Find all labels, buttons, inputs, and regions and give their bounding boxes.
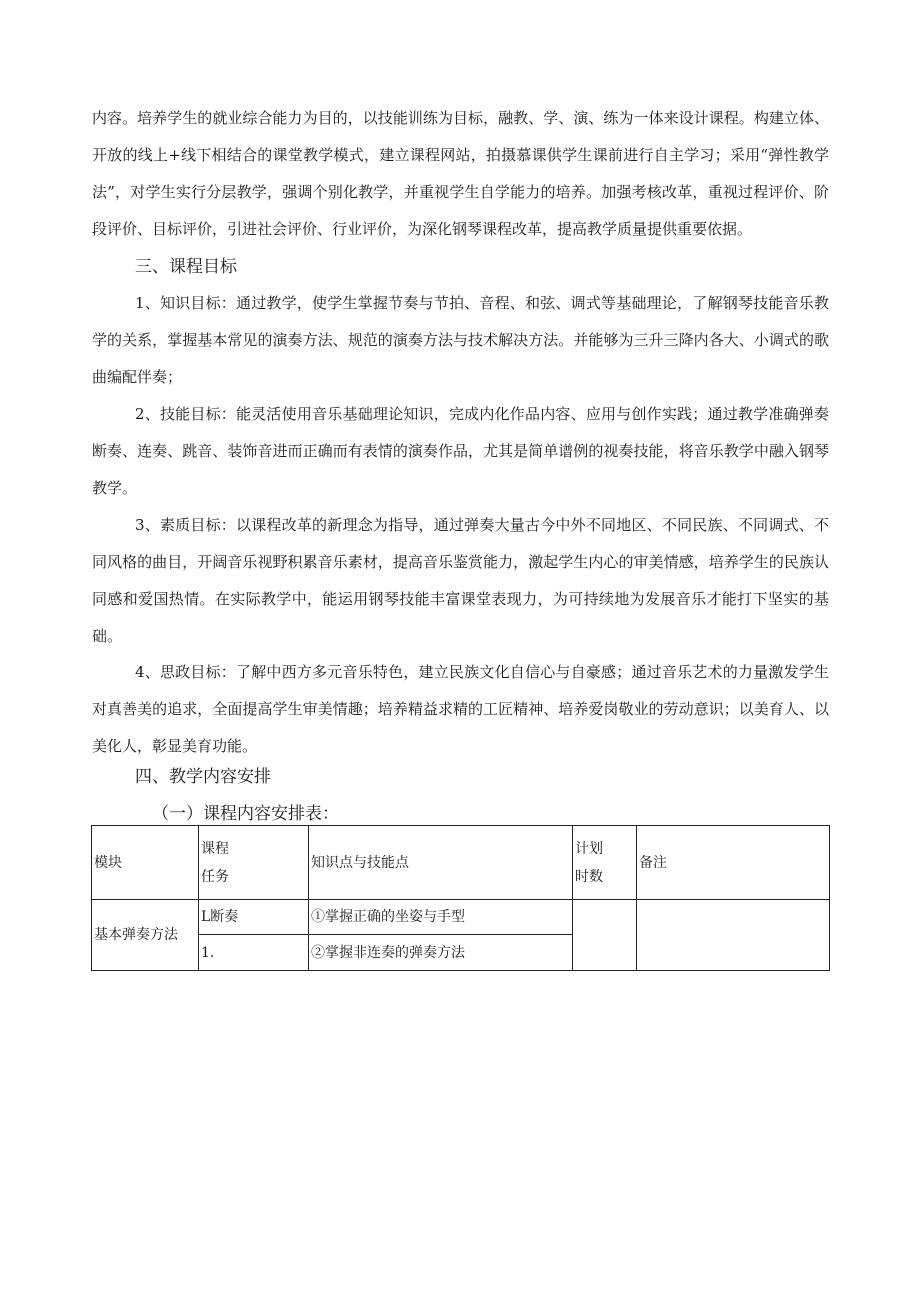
cell-task: 1. (199, 935, 309, 971)
header-hours (573, 826, 637, 900)
cell-module: 基本弹奏方法 (92, 900, 199, 971)
course-content-table (91, 825, 830, 971)
header-task (199, 826, 309, 900)
cell-point: ①掌握正确的坐姿与手型 (309, 900, 573, 935)
subsection-heading-content-table: （一）课程内容安排表： (152, 804, 339, 824)
cell-task: L断奏 (199, 900, 309, 935)
table-header-row (92, 826, 830, 900)
intro-paragraph: 内容。培养学生的就业综合能力为目的，以技能训练为目标，融教、学、演、练为一体来设计课程。构建立体、开放的线上+线下相结合的课堂教学模式，建立课程网站，拍摄慕课供学生课前进行自主学习；采用“弹性教学法”，对学生实行分层教学，强调个别化教学，并重视学生自学能力的培养。加强考核改革，重视过程评价、阶段评价、目标评价，引进社会评价、行业评价，为深化钢琴课程改革，提高教学质量提供重要依据。 (92, 109, 829, 238)
goal-ideology-paragraph: 4、思政目标：了解中西方多元音乐特色，建立民族文化自信心与自豪感；通过音乐艺术的力量激发学生对真善美的追求，全面提高学生审美情趣；培养精益求精的工匠精神、培养爱岗敬业的劳动意识；以美育人、以美化人，彰显美育功能。 (92, 663, 829, 755)
section-heading-teaching-content: 四、教学内容安排 (135, 767, 271, 787)
header-hours-line1: 计划 (575, 840, 603, 857)
header-task-line1: 课程 (201, 840, 229, 857)
goal-skill-paragraph: 2、技能目标：能灵活使用音乐基础理论知识，完成内化作品内容、应用与创作实践；通过教学准确弹奏断奏、连奏、跳音、装饰音进而正确而有表情的演奏作品，尤其是简单谱例的视奏技能，将音乐教学中融入钢琴教学。 (92, 405, 829, 497)
table-row (92, 900, 830, 935)
header-hours-line2: 时数 (575, 868, 603, 885)
header-points: 知识点与技能点 (309, 826, 573, 900)
header-module: 模块 (92, 826, 199, 900)
cell-point: ②掌握非连奏的弹奏方法 (309, 935, 573, 971)
header-task-line2: 任务 (201, 868, 229, 885)
goal-knowledge-paragraph: 1、知识目标：通过教学，使学生掌握节奏与节拍、音程、和弦、调式等基础理论，了解钢琴技能音乐教学的关系，掌握基本常见的演奏方法、规范的演奏方法与技术解决方法。并能够为三升三降内各大、小调式的歌曲编配伴奏； (92, 294, 829, 386)
header-notes: 备注 (637, 826, 830, 900)
goal-quality-paragraph: 3、素质目标：以课程改革的新理念为指导，通过弹奏大量古今中外不同地区、不同民族、不同调式、不同风格的曲目，开阔音乐视野积累音乐素材，提高音乐鉴赏能力，激起学生内心的审美情感，培养学生的民族认同感和爱国热情。在实际教学中，能运用钢琴技能丰富课堂表现力，为可持续地为发展音乐才能打下坚实的基础。 (92, 516, 829, 645)
cell-hours (573, 900, 637, 971)
cell-notes (637, 900, 830, 971)
section-heading-course-goals: 三、课程目标 (135, 257, 237, 277)
